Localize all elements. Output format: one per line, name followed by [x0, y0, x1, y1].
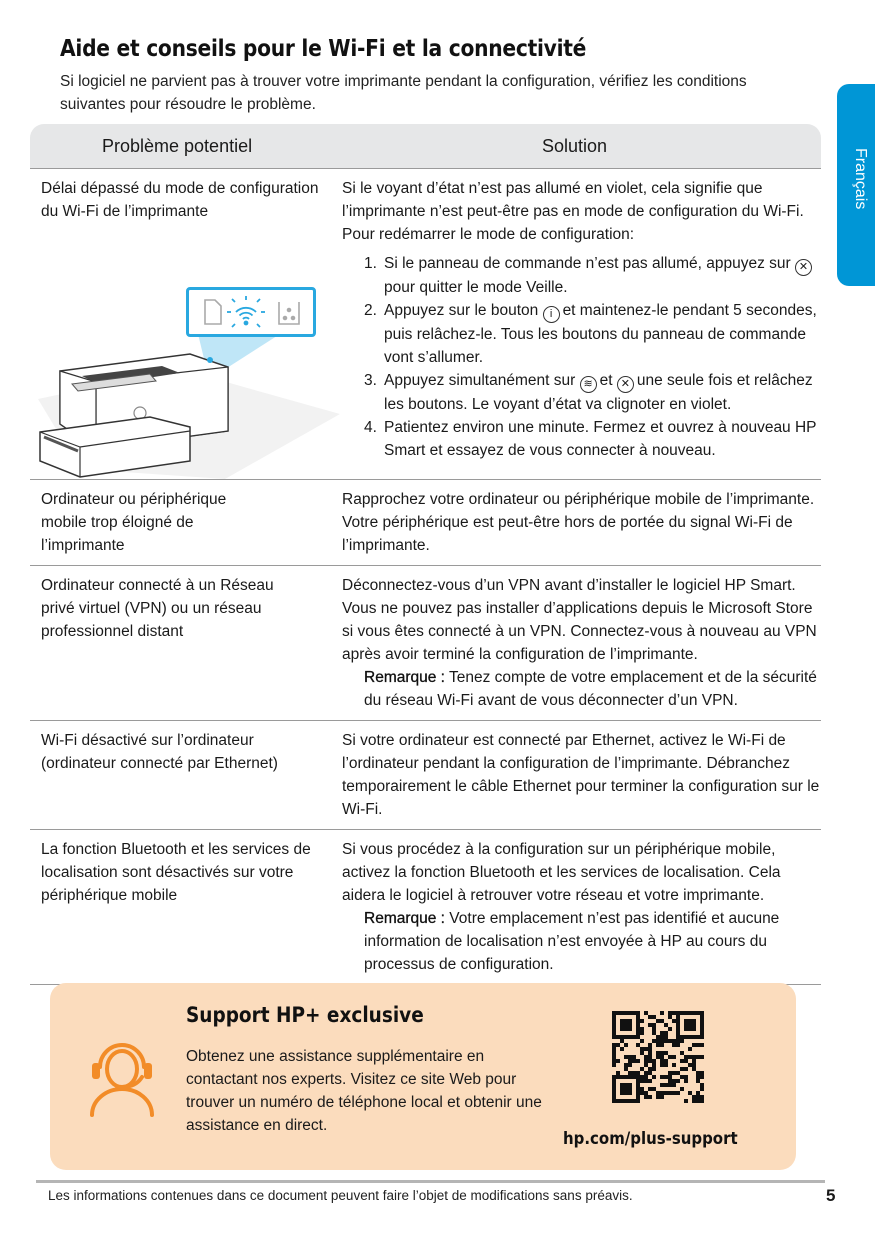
page-number: 5 [826, 1186, 836, 1205]
control-panel-light [207, 357, 213, 363]
table-row [30, 566, 821, 721]
footer-disclaimer: Les informations contenues dans ce document peuvent faire l’objet de modifications sans préavis. [48, 1188, 633, 1203]
info-icon: i [543, 306, 560, 323]
table-row [30, 480, 821, 566]
intro-text: Si logiciel ne parvient pas à trouver votre imprimante pendant la configuration, vérifiez les conditions suivantes pour résoudre le problème. [60, 73, 747, 113]
steps-list [342, 252, 822, 462]
problem-cell: Ordinateur connecté à un Réseau privé virtuel (VPN) ou un réseau professionnel distant [41, 577, 274, 640]
step-item: 3. Appuyez simultanément sur ≋ et ✕ une seule fois et relâchez les boutons. Le voyant d’état va clignoter en violet. [364, 372, 813, 413]
ink-icon [279, 302, 299, 324]
document-icon [205, 300, 221, 324]
headset-support-icon [86, 1037, 158, 1117]
wifi-icon [227, 296, 265, 327]
solution-cell [342, 721, 822, 829]
troubleshooting-table [30, 124, 821, 985]
qr-code[interactable] [612, 1011, 704, 1103]
support-text: Obtenez une assistance supplémentaire en contactant nos experts. Visitez ce site Web pour trouver un numéro de téléphone local et obtenir une assistance en direct. [186, 1048, 542, 1134]
page-title: Aide et conseils pour le Wi-Fi et la connectivité [60, 36, 587, 62]
solution-cell [342, 480, 822, 565]
problem-cell: Délai dépassé du mode de configuration du Wi-Fi de l’imprimante [41, 180, 319, 220]
solution-cell [342, 830, 822, 984]
header-solution: Solution [542, 136, 608, 156]
wifi-icon: ≋ [580, 376, 597, 393]
table-row [30, 830, 821, 985]
problem-cell: Ordinateur ou périphérique mobile trop éloigné de l’imprimante [41, 491, 227, 554]
solution-text: Déconnectez-vous d’un VPN avant d’installer le logiciel HP Smart. Vous ne pouvez pas installer d’applications depuis le Microsoft Store si vous êtes connecté à un VPN. Connectez-vous à nouveau au VPN après avoir terminé la configuration de l’imprimante. [342, 577, 817, 663]
problem-cell: La fonction Bluetooth et les services de localisation sont désactivés sur votre périphérique mobile [41, 841, 311, 904]
note: Remarque : Tenez compte de votre emplacement et de la sécurité du réseau Wi-Fi avant de vous déconnecter d’un VPN. [364, 669, 817, 709]
solution-text: Si le voyant d’état n’est pas allumé en violet, cela signifie que l’imprimante n’est peut-être pas en mode de configuration du Wi-Fi. Pour redémarrer le mode de configuration: [342, 180, 804, 243]
cancel-icon: ✕ [617, 376, 634, 393]
language-tab-label: Français [852, 148, 869, 210]
step-item: 4. Patientez environ une minute. Fermez et ouvrez à nouveau HP Smart et essayez de vous connecter à nouveau. [364, 419, 817, 459]
table-row [30, 721, 821, 830]
support-title: Support HP+ exclusive [186, 1003, 424, 1027]
step-item: 2. Appuyez sur le bouton i et maintenez-le pendant 5 secondes, puis relâchez-le. Tous les boutons du panneau de commande vont s’allumer. [364, 302, 817, 366]
support-box [50, 983, 796, 1170]
language-tab[interactable] [837, 84, 875, 286]
solution-cell [342, 169, 822, 470]
header-problem: Problème potentiel [102, 136, 253, 156]
table-header [30, 124, 821, 169]
support-url-link[interactable]: hp.com/plus-support [563, 1129, 738, 1149]
solution-text: Rapprochez votre ordinateur ou périphérique mobile de l’imprimante. Votre périphérique est peut-être hors de portée du signal Wi-Fi de l’imprimante. [342, 491, 815, 554]
solution-cell [342, 566, 822, 720]
table-row [30, 169, 821, 480]
solution-text: Si vous procédez à la configuration sur un périphérique mobile, activez la fonction Bluetooth et les services de localisation. Cela aidera le logiciel à retrouver votre réseau et votre imprimante. [342, 841, 781, 904]
control-panel-callout [186, 287, 316, 337]
footer-divider [36, 1180, 825, 1183]
problem-cell: Wi-Fi désactivé sur l’ordinateur (ordinateur connecté par Ethernet) [41, 732, 278, 772]
note-label: Remarque : [364, 669, 445, 686]
note-label: Remarque : [364, 910, 445, 927]
solution-text: Si votre ordinateur est connecté par Ethernet, activez le Wi-Fi de l’ordinateur pendant la configuration de l’imprimante. Débranchez temporairement le câble Ethernet pour terminer la configuration sur le Wi-Fi. [342, 732, 820, 818]
step-item: 1. Si le panneau de commande n’est pas allumé, appuyez sur ✕pour quitter le mode Veille. [364, 252, 822, 299]
note: Remarque : Votre emplacement n’est pas identifié et aucune information de localisation n’est envoyée à HP au cours du processus de configuration. [364, 910, 780, 973]
cancel-icon: ✕ [795, 259, 812, 276]
